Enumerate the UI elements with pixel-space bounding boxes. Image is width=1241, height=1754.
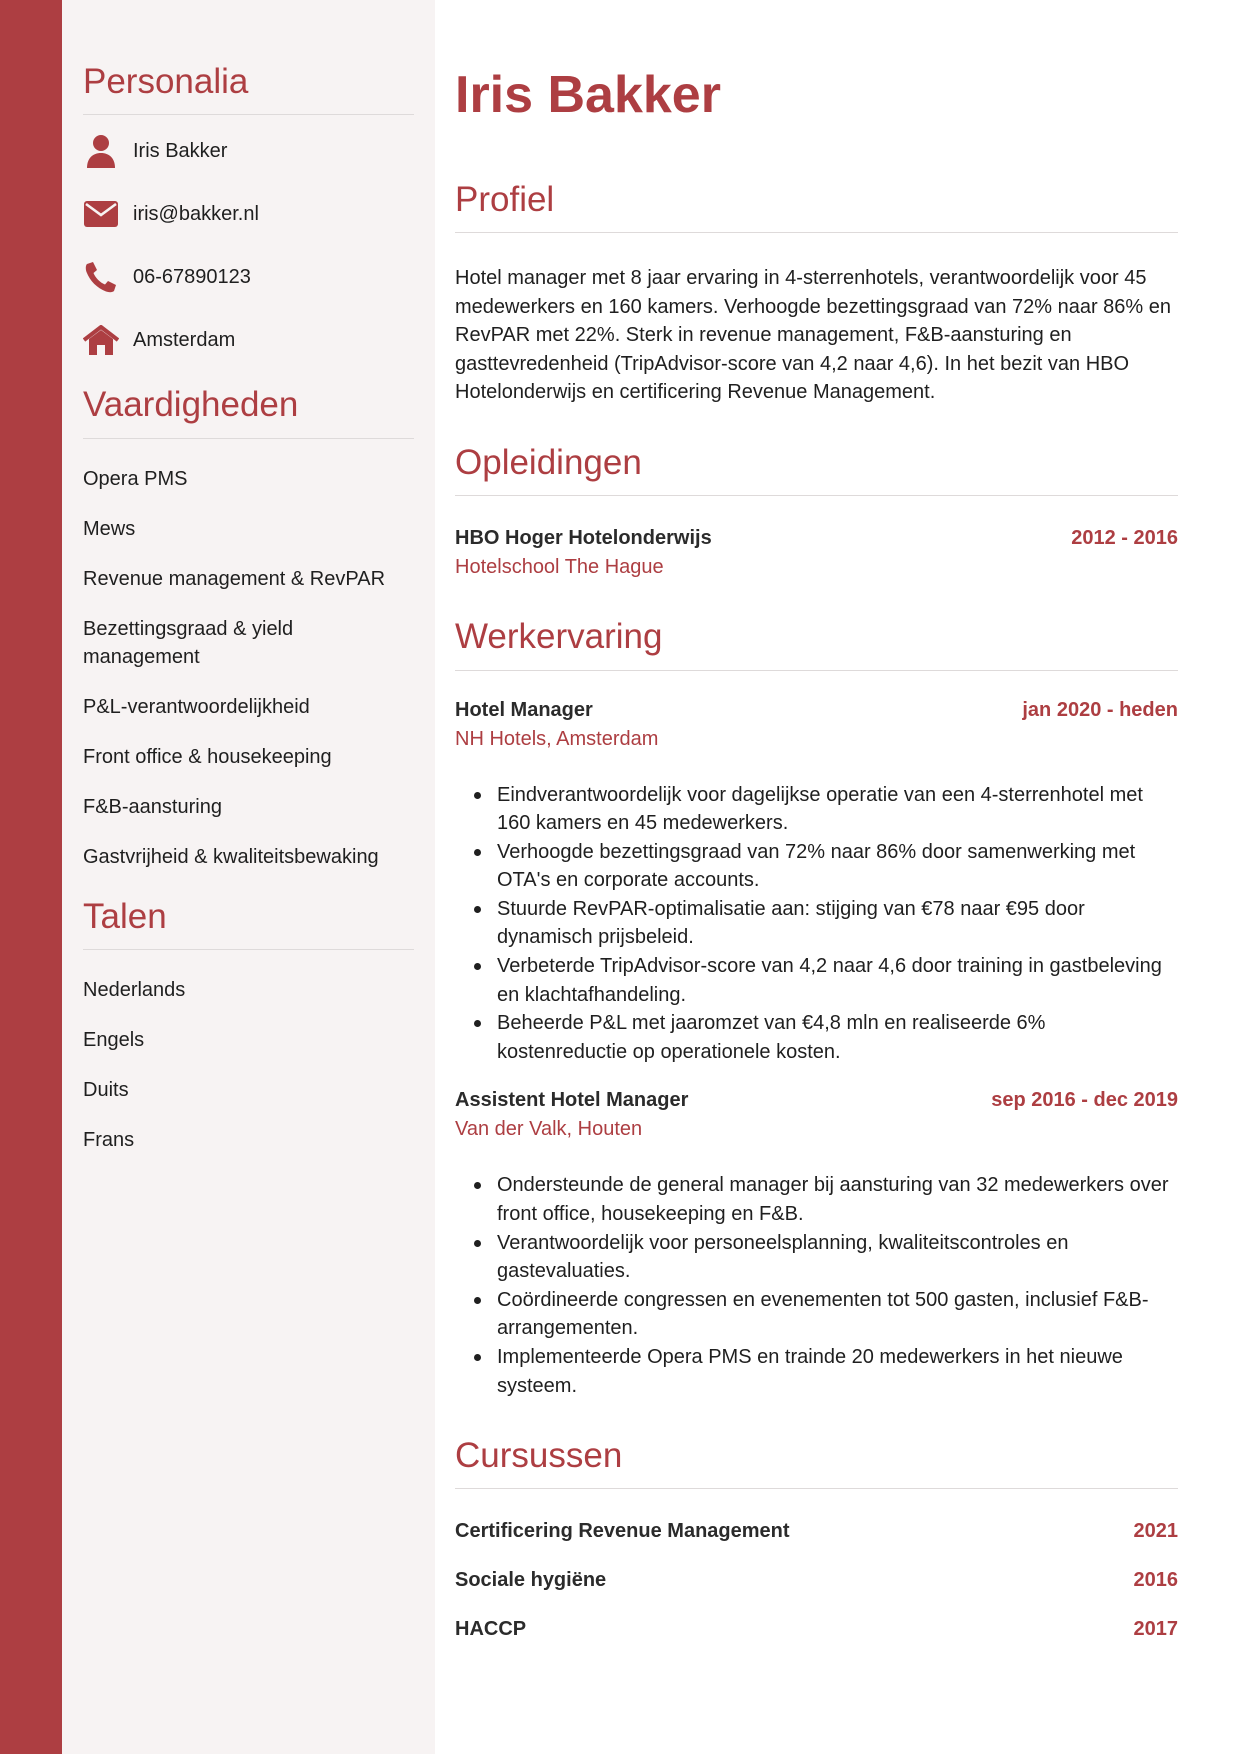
work-section	[455, 617, 1178, 1400]
education-section	[455, 443, 1178, 579]
work-bullet: Ondersteunde de general manager bij aansturing van 32 medewerkers over front office, housekeeping en F&B.	[497, 1171, 1178, 1228]
languages-list	[83, 976, 414, 1154]
contact-item-location	[83, 322, 414, 358]
accent-strip	[0, 0, 62, 1754]
course-row	[455, 1569, 1178, 1618]
skill-item: Front office & housekeeping	[83, 745, 332, 768]
work-company: NH Hotels, Amsterdam	[455, 727, 659, 750]
skill-item: F&B-aansturing	[83, 795, 222, 818]
skills-section	[83, 385, 414, 870]
language-item: Frans	[83, 1128, 135, 1151]
sidebar	[62, 0, 435, 1754]
languages-heading: Talen	[83, 897, 414, 950]
courses-heading: Cursussen	[455, 1436, 1178, 1489]
course-title: Sociale hygiëne	[455, 1569, 607, 1592]
education-institution: Hotelschool The Hague	[455, 556, 664, 579]
contact-item-email	[83, 196, 414, 232]
profile-section	[455, 180, 1178, 407]
course-year: 2016	[1133, 1569, 1178, 1592]
education-entry-head	[455, 527, 1178, 550]
contact-email[interactable]: iris@bakker.nl	[133, 202, 259, 225]
education-title: HBO Hoger Hotelonderwijs	[455, 527, 712, 550]
profile-text: Hotel manager met 8 jaar ervaring in 4-sterrenhotels, verantwoordelijk voor 45 medewerkers en 160 kamers. Verhoogde bezettingsgraad van 72% naar 86% en RevPAR met 22%. Sterk in revenue management, F&B-aansturing en gasttevredenheid (TripAdvisor-score van 4,2 naar 4,6). In het bezit van HBO Hotelonderwijs en certificering Revenue Management.	[455, 267, 1172, 404]
contact-name: Iris Bakker	[133, 139, 228, 162]
work-bullet: Verhoogde bezettingsgraad van 72% naar 86% door samenwerking met OTA's en corporate accounts.	[497, 838, 1178, 895]
skill-item: Revenue management & RevPAR	[83, 567, 386, 590]
work-bullet: Stuurde RevPAR-optimalisatie aan: stijging van €78 naar €95 door dynamisch prijsbeleid.	[497, 895, 1178, 952]
course-title: Certificering Revenue Management	[455, 1520, 790, 1543]
work-company: Van der Valk, Houten	[455, 1118, 643, 1141]
personal-section	[83, 62, 414, 358]
course-year: 2021	[1133, 1520, 1178, 1543]
work-date: jan 2020 - heden	[1022, 698, 1178, 721]
contact-item-phone	[83, 259, 414, 295]
course-row	[455, 1618, 1178, 1667]
language-item: Nederlands	[83, 978, 186, 1001]
work-bullet: Implementeerde Opera PMS en trainde 20 medewerkers in het nieuwe systeem.	[497, 1343, 1178, 1400]
education-entry	[455, 527, 1178, 579]
skill-item: Gastvrijheid & kwaliteitsbewaking	[83, 845, 379, 868]
work-entry	[455, 1089, 1178, 1400]
education-heading: Opleidingen	[455, 443, 1178, 496]
work-bullets	[455, 781, 1178, 1067]
main-content	[455, 0, 1178, 1667]
skill-item: P&L-verantwoordelijkheid	[83, 695, 310, 718]
skills-list	[83, 465, 414, 871]
skills-heading: Vaardigheden	[83, 385, 414, 438]
language-item: Duits	[83, 1078, 129, 1101]
skill-item: Bezettingsgraad & yield management	[83, 617, 294, 668]
work-bullet: Coördineerde congressen en evenementen tot 500 gasten, inclusief F&B-arrangementen.	[497, 1286, 1178, 1343]
work-bullet: Verantwoordelijk voor personeelsplanning, kwaliteitscontroles en gastevaluaties.	[497, 1229, 1178, 1286]
work-date: sep 2016 - dec 2019	[991, 1089, 1178, 1112]
contact-phone[interactable]: 06-67890123	[133, 265, 251, 288]
work-title: Hotel Manager	[455, 698, 593, 721]
skill-item: Opera PMS	[83, 467, 188, 490]
contact-list	[83, 133, 414, 358]
personal-heading: Personalia	[83, 62, 414, 115]
work-bullet: Verbeterde TripAdvisor-score van 4,2 naar 4,6 door training in gastbeleving en klachtafhandeling.	[497, 952, 1178, 1009]
education-date: 2012 - 2016	[1071, 527, 1178, 550]
candidate-name: Iris Bakker	[455, 66, 721, 124]
work-bullet: Eindverantwoordelijk voor dagelijkse operatie van een 4-sterrenhotel met 160 kamers en 45 medewerkers.	[497, 781, 1178, 838]
work-title: Assistent Hotel Manager	[455, 1089, 689, 1112]
skill-item: Mews	[83, 517, 136, 540]
language-item: Engels	[83, 1028, 145, 1051]
work-entry-head	[455, 1089, 1178, 1112]
languages-section	[83, 897, 414, 1154]
phone-icon	[83, 259, 119, 295]
course-title: HACCP	[455, 1618, 527, 1641]
work-entry	[455, 699, 1178, 1067]
courses-section	[455, 1436, 1178, 1667]
home-icon	[83, 322, 119, 358]
work-heading: Werkervaring	[455, 617, 1178, 670]
work-entry-head	[455, 699, 1178, 722]
work-bullets	[455, 1171, 1178, 1400]
work-bullet: Beheerde P&L met jaaromzet van €4,8 mln en realiseerde 6% kostenreductie op operationele kosten.	[497, 1009, 1178, 1066]
envelope-icon	[83, 196, 119, 232]
courses-list	[455, 1520, 1178, 1667]
course-row	[455, 1520, 1178, 1569]
profile-heading: Profiel	[455, 180, 1178, 233]
contact-location: Amsterdam	[133, 328, 236, 351]
user-icon	[83, 133, 119, 169]
course-year: 2017	[1133, 1618, 1178, 1641]
contact-item-name	[83, 133, 414, 169]
